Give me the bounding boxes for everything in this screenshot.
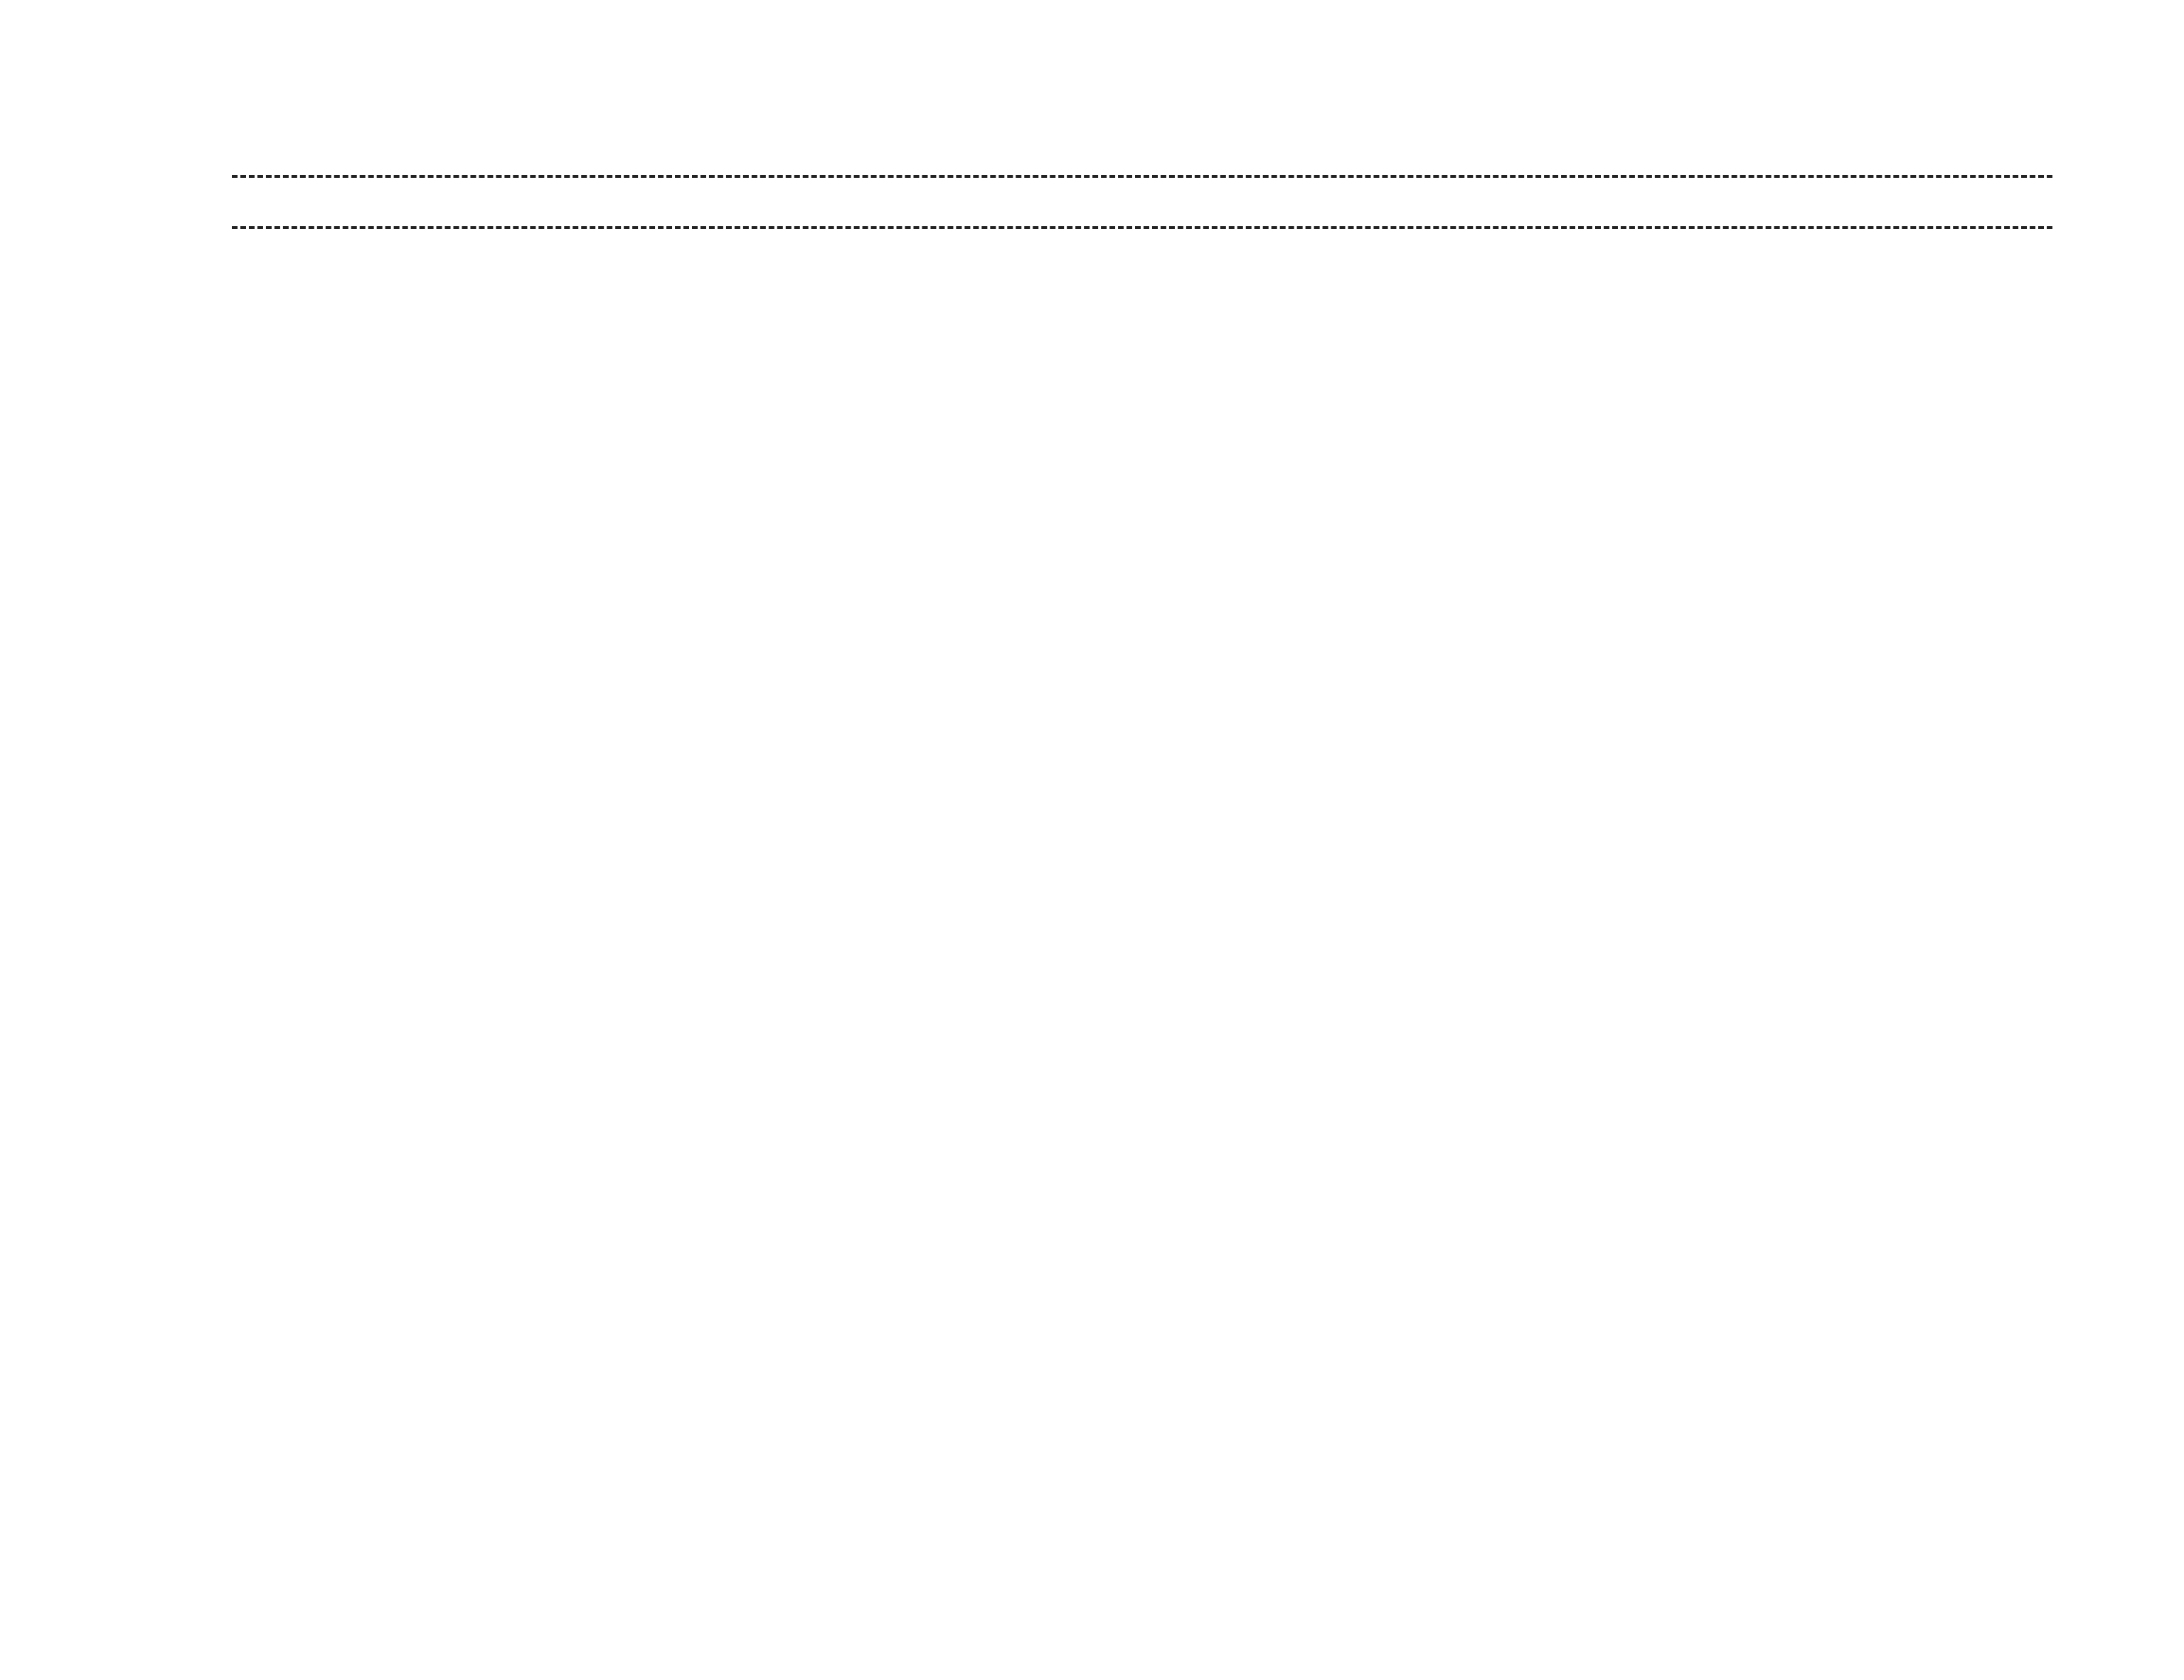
column-header [232, 186, 2052, 215]
header-top-rule [232, 175, 2052, 178]
page-number [153, 137, 203, 177]
header-bottom-rule [232, 226, 2052, 229]
